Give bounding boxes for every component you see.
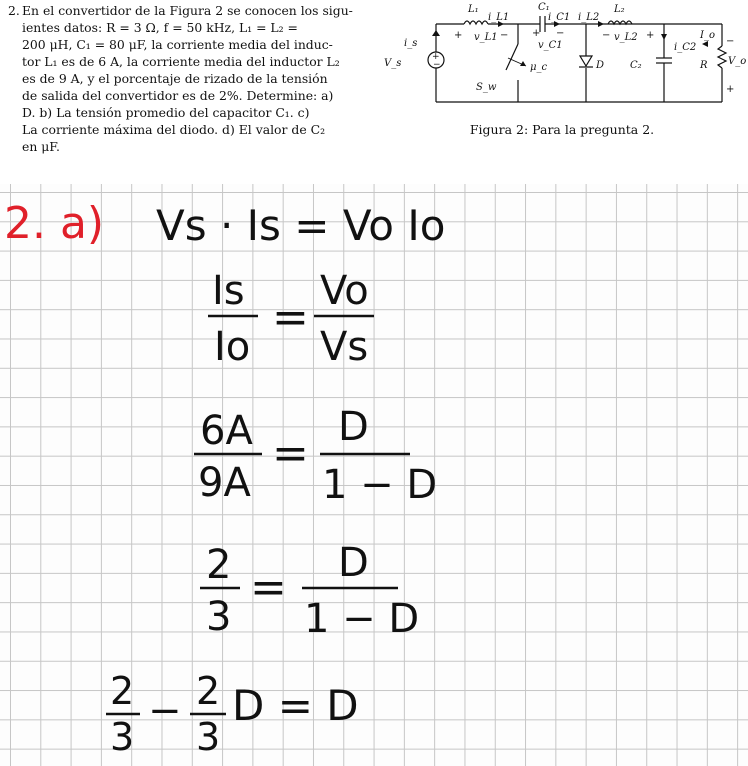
label-Vo-minus: − — [726, 36, 735, 47]
label-is: i_s — [404, 38, 418, 49]
problem-number: 2. — [8, 3, 20, 18]
label-vL2-minus: − — [602, 30, 611, 41]
label-Vo-plus: + — [726, 84, 735, 95]
eq4-right-num: D — [338, 540, 369, 586]
label-R: R — [700, 60, 708, 71]
eq5-a-den: 3 — [110, 715, 135, 759]
label-vC1-minus: − — [556, 28, 565, 39]
eq2-left-num: Is — [212, 268, 245, 314]
label-Io: I_o — [700, 30, 715, 41]
eq4-left-num: 2 — [206, 542, 232, 588]
label-Vo: V_o — [728, 56, 747, 67]
problem-line-5: es de 9 A, y el porcentaje de rizado de la tensión — [22, 71, 328, 86]
label-D: D — [596, 60, 605, 71]
label-iC2: i_C2 — [674, 42, 697, 53]
label-L1: L₁ — [468, 4, 479, 15]
label-vL1-minus: − — [500, 30, 509, 41]
eq5-minus: − — [148, 688, 182, 734]
label-vC1-plus: + — [532, 28, 541, 39]
label-Sw: S_w — [476, 82, 497, 93]
eq4-equals: = — [250, 562, 287, 613]
eq3-equals: = — [272, 428, 309, 479]
label-iL1: i_L1 — [488, 12, 510, 23]
problem-line-7: D. b) La tensión promedio del capacitor C₁. c) — [22, 105, 310, 120]
eq3-right-den: 1 − D — [322, 462, 438, 508]
eq5-b-num: 2 — [196, 669, 221, 713]
label-vC1: v_C1 — [538, 40, 563, 51]
source-minus: − — [433, 60, 441, 70]
label-L2: L₂ — [614, 4, 625, 15]
eq3-right-num: D — [338, 404, 369, 450]
label-C2: C₂ — [630, 60, 642, 71]
eq2-right-den: Vs — [320, 324, 369, 370]
eq2-equals: = — [272, 292, 309, 343]
eq2-right-num: Vo — [320, 268, 369, 314]
eq5-rest: D = D — [232, 681, 359, 730]
eq4-right-den: 1 − D — [304, 596, 420, 642]
label-iL2: i_L2 — [578, 12, 600, 23]
label-vL1-plus: + — [454, 30, 463, 41]
problem-statement — [8, 2, 372, 155]
answer-label: 2. a) — [4, 198, 105, 249]
problem-line-8: La corriente máxima del diodo. d) El valor de C₂ — [22, 122, 326, 137]
handwritten-notebook — [0, 184, 748, 766]
problem-line-4: tor L₁ es de 6 A, la corriente media del inductor L₂ — [22, 54, 340, 69]
problem-line-6: de salida del convertidor es de 2%. Determine: a) — [22, 88, 334, 103]
eq3-left-den: 9A — [198, 460, 251, 506]
figure-caption: Figura 2: Para la pregunta 2. — [469, 122, 655, 137]
problem-line-2: ientes datos: R = 3 Ω, f = 50 kHz, L₁ = L₂ = — [22, 20, 298, 35]
handwriting-canvas — [0, 184, 748, 766]
eq5-b-den: 3 — [196, 715, 221, 759]
label-vL2: v_L2 — [614, 32, 638, 43]
label-vL2-plus: + — [646, 30, 655, 41]
problem-line-1: 2. En el convertidor de la Figura 2 se conocen los sigu- — [8, 3, 353, 18]
equation-1: Vs · Is = Vo Io — [156, 201, 446, 250]
label-mu-c: μ_c — [530, 62, 548, 73]
eq2-left-den: Io — [214, 324, 251, 370]
label-C1: C₁ — [538, 2, 550, 13]
label-Vs: V_s — [384, 58, 402, 69]
eq3-left-num: 6A — [200, 408, 253, 454]
problem-line-9: en μF. — [22, 139, 60, 154]
label-iC1: i_C1 — [548, 12, 571, 23]
circuit-diagram — [382, 0, 747, 112]
eq5-a-num: 2 — [110, 669, 135, 713]
source-plus: + — [432, 52, 440, 62]
eq4-left-den: 3 — [206, 594, 232, 640]
problem-line-3: 200 μH, C₁ = 80 μF, la corriente media del induc- — [22, 37, 333, 52]
label-vL1: v_L1 — [474, 32, 498, 43]
